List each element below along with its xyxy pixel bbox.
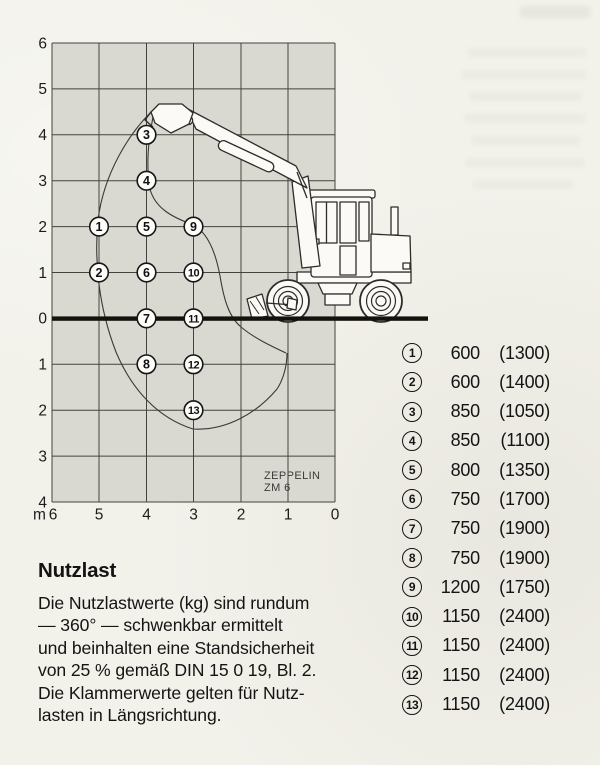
row-number-badge: 10 [402, 607, 422, 627]
load-value: 600 [450, 342, 480, 363]
load-bracket-value: (1400) [499, 371, 550, 392]
cab-rear-window [359, 202, 369, 241]
row-number-badge: 5 [402, 460, 422, 480]
load-value: 850 [450, 430, 480, 451]
nutzlast-note [38, 559, 383, 726]
load-value: 750 [450, 518, 480, 539]
marker-4 [137, 171, 156, 190]
marker-11-label: 11 [188, 313, 199, 326]
note-line: Die Klammerwerte gelten für Nutz- [38, 682, 305, 703]
marker-9 [184, 217, 203, 236]
bleedthrough-smudge [465, 114, 585, 123]
load-bracket-value: (1900) [499, 547, 550, 568]
note-line: lasten in Längsrichtung. [38, 705, 222, 726]
machine-model-label: ZM 6 [264, 482, 291, 494]
row-number-badge: 7 [402, 519, 422, 539]
rear-wheel [360, 280, 402, 322]
marker-8 [137, 355, 156, 374]
table-row [402, 431, 550, 451]
note-line: und beinhalten eine Standsicherheit [38, 637, 315, 658]
load-value: 800 [450, 459, 480, 480]
row-number-badge: 8 [402, 548, 422, 568]
bleedthrough-smudge [468, 48, 586, 57]
marker-13 [184, 401, 203, 420]
cab-door-window [340, 202, 356, 243]
row-number-badge: 6 [402, 489, 422, 509]
bleedthrough-smudge [472, 136, 580, 145]
marker-2-label: 2 [95, 265, 103, 280]
row-number-badge: 2 [402, 372, 422, 392]
machine-brand-label: ZEPPELIN [264, 470, 321, 482]
load-bracket-value: (2400) [499, 664, 550, 685]
load-value: 1150 [442, 694, 480, 715]
marker-7-label: 7 [143, 311, 150, 326]
load-bracket-value: (1100) [500, 430, 550, 451]
table-row [402, 548, 550, 568]
marker-1 [90, 217, 109, 236]
x-tick: 1 [283, 506, 293, 524]
table-row [402, 402, 550, 422]
load-values-table [402, 343, 550, 715]
table-row [402, 607, 550, 627]
x-tick: 4 [142, 506, 151, 524]
load-bracket-value: (2400) [499, 635, 550, 656]
load-bracket-value: (1300) [499, 342, 550, 363]
table-row [402, 636, 550, 656]
cab-door-panel [340, 246, 356, 275]
load-value: 750 [450, 488, 480, 509]
y-tick: 0 [38, 310, 47, 328]
load-value: 1150 [442, 635, 480, 656]
bleedthrough-smudge [462, 70, 586, 79]
load-value: 850 [450, 401, 480, 422]
marker-12-label: 12 [187, 359, 200, 372]
gearbox [325, 294, 350, 305]
y-tick: 1 [38, 264, 47, 282]
turntable-pedestal [318, 283, 357, 294]
marker-10 [184, 263, 203, 282]
marker-9-label: 9 [190, 220, 197, 234]
marker-12 [184, 355, 203, 374]
row-number-badge: 11 [402, 636, 422, 656]
table-row [402, 695, 550, 715]
y-tick: 1 [38, 356, 47, 374]
bleedthrough-smudge [473, 180, 573, 189]
y-tick: 6 [38, 35, 47, 53]
load-bracket-value: (1900) [499, 518, 550, 539]
x-axis-labels [33, 507, 340, 524]
marker-5 [137, 217, 156, 236]
table-row [402, 577, 550, 597]
note-line: von 25 % gemäß DIN 15 0 19, Bl. 2. [38, 660, 317, 681]
marker-13-label: 13 [187, 405, 200, 418]
marker-11 [184, 309, 203, 328]
marker-6 [137, 263, 156, 282]
marker-10-label: 10 [187, 267, 200, 280]
row-number-badge: 13 [402, 695, 422, 715]
y-tick: 4 [38, 127, 47, 145]
x-tick: 2 [236, 506, 246, 524]
load-bracket-value: (2400) [499, 606, 550, 627]
table-row [402, 372, 550, 392]
marker-3-label: 3 [143, 128, 150, 143]
x-tick: 5 [94, 506, 104, 524]
x-axis-unit: m [33, 506, 46, 524]
y-tick: 5 [38, 81, 47, 99]
marker-8-label: 8 [143, 357, 150, 372]
row-number-badge: 9 [402, 577, 422, 597]
bleedthrough-smudge [470, 92, 582, 101]
y-tick: 3 [38, 173, 47, 190]
table-row [402, 489, 550, 509]
note-title: Nutzlast [38, 559, 117, 582]
y-tick: 2 [38, 402, 47, 420]
bleedthrough-smudge [520, 6, 590, 18]
y-tick: 2 [38, 218, 47, 236]
load-value: 750 [450, 547, 480, 568]
row-number-badge: 12 [402, 665, 422, 685]
load-value: 1150 [442, 606, 480, 627]
load-bracket-value: (2400) [499, 694, 550, 715]
marker-4-label: 4 [143, 174, 150, 189]
y-tick: 3 [38, 448, 47, 466]
load-bracket-value: (1700) [499, 488, 550, 509]
exhaust-stack [391, 207, 398, 235]
load-value: 1150 [442, 664, 480, 685]
marker-2 [90, 263, 109, 282]
y-axis-labels [38, 35, 47, 511]
load-bracket-value: (1350) [499, 459, 550, 480]
marker-1-label: 1 [95, 220, 103, 234]
x-tick: 0 [330, 506, 340, 524]
marker-3 [137, 126, 156, 145]
x-tick: 3 [189, 506, 198, 524]
row-number-badge: 3 [402, 402, 422, 422]
table-row [402, 460, 550, 480]
ground-line [52, 316, 428, 320]
table-row [402, 343, 550, 363]
blade-bracket [287, 298, 297, 310]
row-number-badge: 1 [402, 343, 422, 363]
x-tick: 6 [48, 506, 58, 524]
note-line: — 360° — schwenkbar ermittelt [38, 615, 283, 636]
table-row [402, 665, 550, 685]
marker-7 [137, 309, 156, 328]
load-bracket-value: (1750) [499, 576, 550, 597]
marker-5-label: 5 [143, 220, 150, 234]
row-number-badge: 4 [402, 431, 422, 451]
load-value: 600 [450, 371, 480, 392]
bleedthrough-smudge [466, 158, 584, 167]
hood-latch [403, 263, 410, 269]
y-tick: 4 [38, 494, 47, 512]
note-line: Die Nutzlastwerte (kg) sind rundum [38, 593, 310, 613]
marker-6-label: 6 [143, 265, 150, 280]
table-row [402, 519, 550, 539]
load-bracket-value: (1050) [499, 401, 550, 422]
load-value: 1200 [440, 576, 480, 597]
